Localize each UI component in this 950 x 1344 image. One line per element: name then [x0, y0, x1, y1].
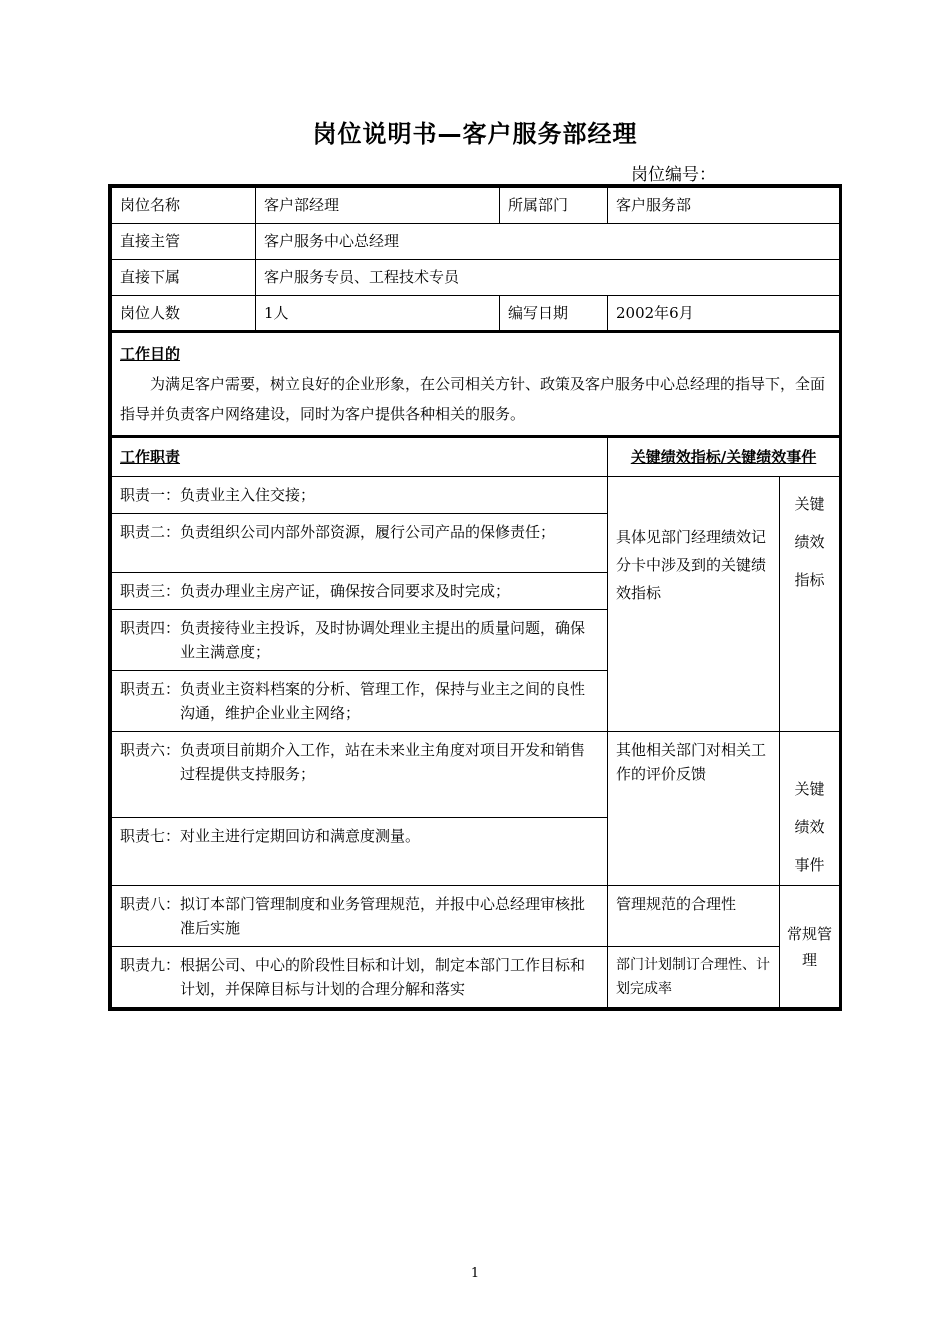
headcount-value: 1人 [256, 296, 500, 332]
kpi-heading: 关键绩效指标/关键绩效事件 [608, 437, 840, 477]
date-value: 2002年6月 [608, 296, 840, 332]
duty-1: 职责一： 负责业主入住交接； [112, 477, 608, 514]
subordinate-value: 客户服务专员、工程技术专员 [256, 260, 840, 296]
duty-6: 职责六： 负责项目前期介入工作，站在未来业主角度对项目开发和销售过程提供支持服务； [112, 732, 608, 818]
kpi-group1-text: 具体见部门经理绩效记分卡中涉及到的关键绩效指标 [608, 477, 780, 732]
duty-8: 职责八： 拟订本部门管理制度和业务管理规范，并报中心总经理审核批准后实施 [112, 886, 608, 947]
department-value: 客户服务部 [608, 188, 840, 224]
purpose-text: 为满足客户需要，树立良好的企业形象，在公司相关方针、政策及客户服务中心总经理的指导下，全面指导并负责客户网络建设，同时为客户提供各种相关的服务。 [120, 375, 826, 423]
duty-5: 职责五： 负责业主资料档案的分析、管理工作，保持与业主之间的良性沟通，维护企业业主网络； [112, 671, 608, 732]
duty-7: 职责七： 对业主进行定期回访和满意度测量。 [112, 818, 608, 886]
duty-9: 职责九： 根据公司、中心的阶段性目标和计划，制定本部门工作目标和计划，并保障目标与计划的合理分解和落实 [112, 947, 608, 1008]
department-label: 所属部门 [500, 188, 608, 224]
position-code-blank [718, 166, 810, 185]
date-label: 编写日期 [500, 296, 608, 332]
supervisor-label: 直接主管 [112, 224, 256, 260]
position-code [631, 160, 810, 185]
kpi-group3-text-a: 管理规范的合理性 [608, 886, 780, 947]
kpi-group1-type: 关键 绩效 指标 [780, 477, 840, 732]
kpi-group3-text-b: 部门计划制订合理性、计划完成率 [608, 947, 780, 1008]
purpose-section [112, 332, 840, 437]
position-name-value: 客户部经理 [256, 188, 500, 224]
page-number: 1 [470, 1266, 480, 1281]
kpi-group2-type: 关键 绩效 事件 [780, 732, 840, 886]
duty-4: 职责四： 负责接待业主投诉，及时协调处理业主提出的质量问题，确保业主满意度； [112, 610, 608, 671]
subordinate-label: 直接下属 [112, 260, 256, 296]
purpose-heading: 工作目的 [120, 345, 181, 363]
duties-heading: 工作职责 [112, 437, 608, 477]
duty-2: 职责二： 负责组织公司内部外部资源，履行公司产品的保修责任； [112, 514, 608, 573]
kpi-group2-text: 其他相关部门对相关工作的评价反馈 [608, 732, 780, 886]
position-code-label: 岗位编号： [631, 165, 716, 185]
kpi-group3-type: 常规管理 [780, 886, 840, 1008]
position-name-label: 岗位名称 [112, 188, 256, 224]
job-description-table [108, 184, 842, 1011]
duty-3: 职责三： 负责办理业主房产证，确保按合同要求及时完成； [112, 573, 608, 610]
supervisor-value: 客户服务中心总经理 [256, 224, 840, 260]
page-title: 岗位说明书—客户服务部经理 [312, 120, 638, 148]
headcount-label: 岗位人数 [112, 296, 256, 332]
